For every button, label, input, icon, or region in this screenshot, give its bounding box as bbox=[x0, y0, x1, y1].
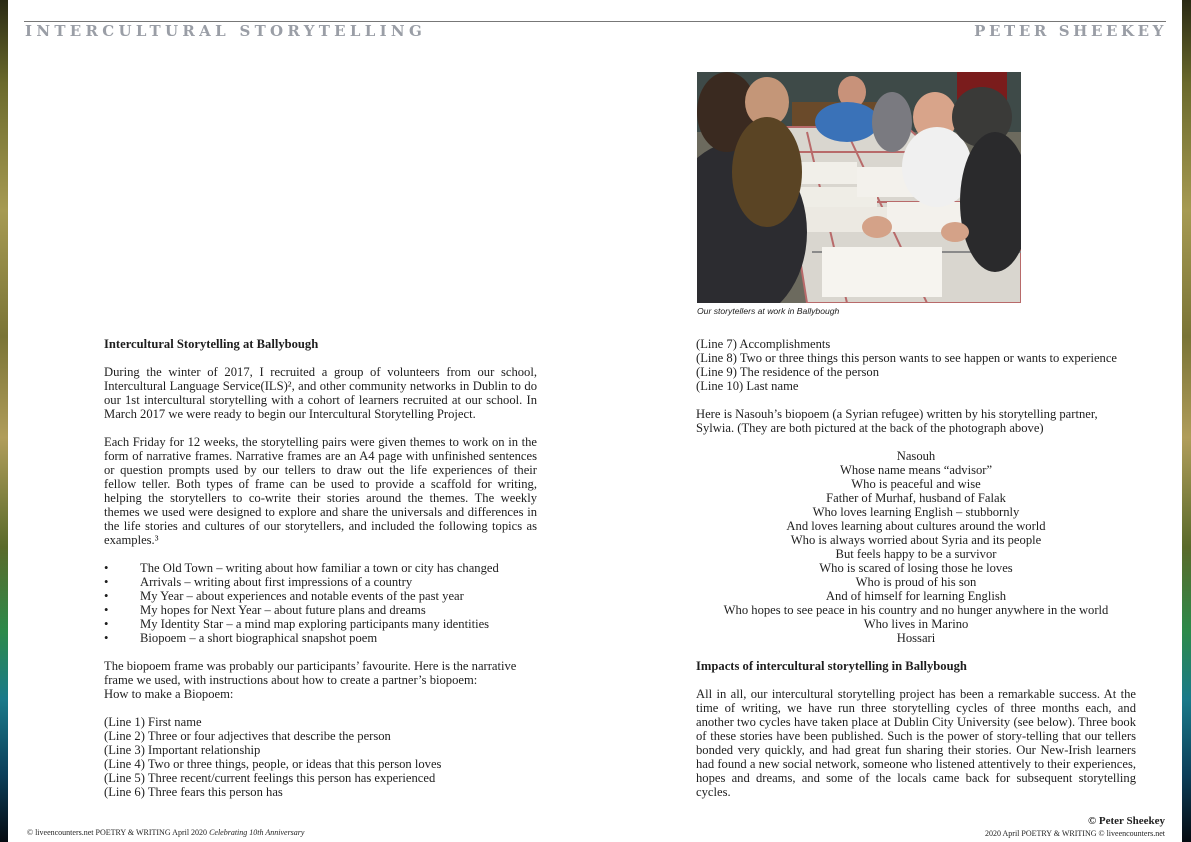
instruction-line: (Line 6) Three fears this person has bbox=[104, 785, 283, 799]
list-item-text: Biopoem – a short biographical snapshot poem bbox=[140, 631, 378, 645]
instruction-line: (Line 4) Two or three things, people, or ideas that this person loves bbox=[104, 757, 442, 771]
poem-line: Who is always worried about Syria and its people bbox=[790, 533, 1042, 547]
section-heading: Intercultural Storytelling at Ballybough bbox=[104, 337, 319, 351]
list-item bbox=[104, 575, 537, 589]
bullet-icon: • bbox=[104, 631, 109, 645]
poem-line: Who is proud of his son bbox=[855, 575, 977, 589]
list-item-text: My Identity Star – a mind map exploring participants many identities bbox=[140, 617, 490, 631]
list-item-text: Arrivals – writing about first impressions of a country bbox=[140, 575, 413, 589]
paragraph bbox=[104, 659, 537, 701]
running-header-title: INTERCULTURAL STORYTELLING bbox=[25, 22, 427, 40]
list-item-text: The Old Town – writing about how familiar a town or city has changed bbox=[140, 561, 499, 575]
biopoem-instructions-continued bbox=[696, 337, 1136, 393]
instruction-line: (Line 5) Three recent/current feelings this person has experienced bbox=[104, 771, 436, 785]
poem-line: And of himself for learning English bbox=[825, 589, 1007, 603]
poem-line: And loves learning about cultures around the world bbox=[786, 519, 1046, 533]
poem-line: But feels happy to be a survivor bbox=[835, 547, 997, 561]
poem-line: Who is scared of losing those he loves bbox=[819, 561, 1013, 575]
instruction-line: (Line 7) Accomplishments bbox=[696, 337, 831, 351]
bullet-icon: • bbox=[104, 589, 109, 603]
poem-line: Who lives in Marino bbox=[863, 617, 969, 631]
poem-line: Who is peaceful and wise bbox=[851, 477, 981, 491]
left-column bbox=[104, 337, 537, 799]
poem-line: Nasouh bbox=[896, 449, 936, 463]
biopoem-instructions bbox=[104, 715, 537, 799]
bullet-icon: • bbox=[104, 561, 109, 575]
footer-publication: © liveencounters.net POETRY & WRITING April 2020 bbox=[27, 828, 208, 837]
decorative-border-right bbox=[1182, 0, 1191, 842]
photo-illustration bbox=[697, 72, 1021, 303]
bullet-icon: • bbox=[104, 617, 109, 631]
footer-right: 2020 April POETRY & WRITING © liveencounters.net bbox=[984, 829, 1165, 838]
storytellers-photo bbox=[697, 72, 1021, 303]
topics-list bbox=[104, 561, 537, 645]
list-item bbox=[104, 617, 537, 631]
list-item bbox=[104, 589, 537, 603]
footer-copyright-author: © Peter Sheekey bbox=[1087, 815, 1165, 827]
text-line: How to make a Biopoem: bbox=[104, 687, 234, 701]
paragraph: Each Friday for 12 weeks, the storytelling pairs were given themes to work on in the form of narrative frames. Narrative frames are an A4 page with unfinished sentences or question prompts used by our tellers to draw out the life experiences of their fellow teller. Both types of frame can be used to provide a scaffold for writing, helping the storytellers to co-write their stories around the themes. The weekly themes we used were designed to explore and share the universals and differences in the life stories and cultures of our storytellers, and included the following topics as examples.³ bbox=[104, 435, 537, 547]
footer-anniversary: Celebrating 10th Anniversary bbox=[209, 828, 305, 837]
decorative-border-left bbox=[0, 0, 8, 842]
biopoem bbox=[696, 449, 1136, 645]
list-item bbox=[104, 631, 537, 645]
list-item-text: My Year – about experiences and notable events of the past year bbox=[140, 589, 464, 603]
poem-line: Who hopes to see peace in his country and no hunger anywhere in the world bbox=[723, 603, 1109, 617]
instruction-line: (Line 3) Important relationship bbox=[104, 743, 261, 757]
text-line: The biopoem frame was probably our participants’ favourite. Here is the narrative bbox=[104, 659, 517, 673]
instruction-line: (Line 1) First name bbox=[104, 715, 202, 729]
text-line: frame we used, with instructions about how to create a partner’s biopoem: bbox=[104, 673, 478, 687]
running-header-author: PETER SHEEKEY bbox=[974, 22, 1167, 40]
bullet-icon: • bbox=[104, 603, 109, 617]
list-item bbox=[104, 603, 537, 617]
instruction-line: (Line 9) The residence of the person bbox=[696, 365, 880, 379]
poem-line: Father of Murhaf, husband of Falak bbox=[826, 491, 1006, 505]
section-heading: Impacts of intercultural storytelling in Ballybough bbox=[696, 659, 967, 673]
poem-line: Hossari bbox=[896, 631, 936, 645]
paragraph: Here is Nasouh’s biopoem (a Syrian refugee) written by his storytelling partner, Sylwia. (They are both pictured at the back of the photograph above) bbox=[696, 407, 1098, 435]
footer-left bbox=[27, 828, 304, 837]
poem-line: Whose name means “advisor” bbox=[839, 463, 993, 477]
bullet-icon: • bbox=[104, 575, 109, 589]
right-column bbox=[696, 337, 1136, 799]
poem-line: Who loves learning English – stubbornly bbox=[812, 505, 1020, 519]
instruction-line: (Line 10) Last name bbox=[696, 379, 799, 393]
list-item bbox=[104, 561, 537, 575]
instruction-line: (Line 2) Three or four adjectives that describe the person bbox=[104, 729, 391, 743]
paragraph: All in all, our intercultural storytelling project has been a remarkable success. At the time of writing, we have run three storytelling cycles of three months each, and another two cycles have taken place at Dublin City University (see below). Three book of these stories have been published. Such is the power of story-telling that our tellers bonded very quickly, and had great fun sharing their stories. Our New-Irish learners had found a new social network, someone who listened attentively to their experiences, hopes and dreams, and some of the locals came back for subsequent storytelling cycles. bbox=[696, 687, 1136, 799]
photo-caption: Our storytellers at work in Ballybough bbox=[697, 306, 840, 316]
paragraph: During the winter of 2017, I recruited a group of volunteers from our school, Intercultural Language Service(ILS)², and other community networks in Dublin to do our 1st intercultural storytelling with a cohort of learners recruited at our school. In March 2017 we were ready to begin our Intercultural Storytelling Project. bbox=[104, 365, 537, 421]
instruction-line: (Line 8) Two or three things this person wants to see happen or wants to experience bbox=[696, 351, 1118, 365]
list-item-text: My hopes for Next Year – about future plans and dreams bbox=[140, 603, 426, 617]
